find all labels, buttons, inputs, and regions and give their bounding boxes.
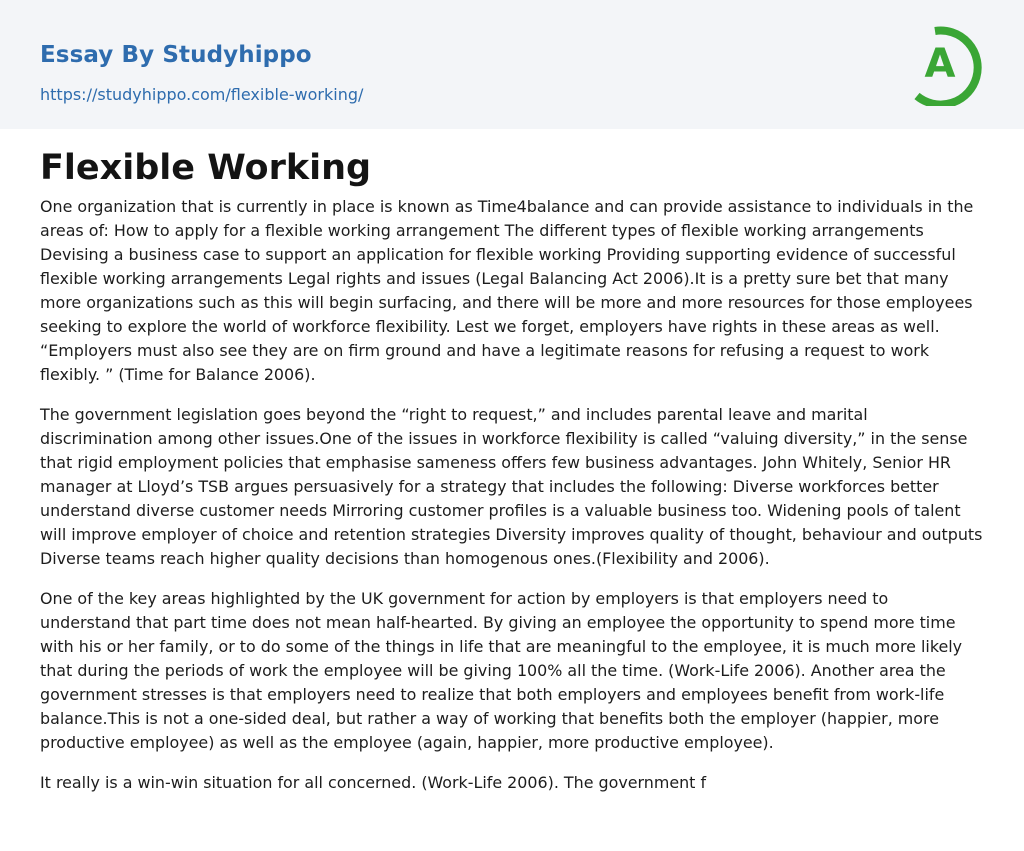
- article-body: [40, 146, 984, 811]
- site-header: [0, 0, 1024, 129]
- article-url-link[interactable]: https://studyhippo.com/flexible-working/: [40, 85, 364, 104]
- article-paragraph: The government legislation goes beyond the “right to request,” and includes parental leave and marital discrimination among other issues.One of the issues in workforce flexibility is called “valuing diversity,” in the sense that rigid employment policies that emphasise sameness offers few business advantages. John Whitely, Senior HR manager at Lloyd’s TSB argues persuasively for a strategy that includes the following: Diverse workforces better understand diverse customer needs Mirroring customer profiles is a valuable business too. Widening pools of talent will improve employer of choice and retention strategies Diversity improves quality of thought, behaviour and outputs Diverse teams reach higher quality decisions than homogenous ones.(Flexibility and 2006).: [40, 405, 983, 568]
- site-brand[interactable]: Essay By Studyhippo: [40, 42, 312, 68]
- logo-letter: A: [924, 41, 956, 87]
- article-paragraph: One organization that is currently in place is known as Time4balance and can provide assistance to individuals in the areas of: How to apply for a flexible working arrangement The different types of flexible working arrangements Devising a business case to support an application for flexible working Providing supporting evidence of successful flexible working arrangements Legal rights and issues (Legal Balancing Act 2006).It is a pretty sure bet that many more organizations such as this will begin surfacing, and there will be more and more resources for those employees seeking to explore the world of workforce flexibility. Lest we forget, employers have rights in these areas as well. “Employers must also see they are on firm ground and have a legitimate reasons for refusing a request to work flexibly. ” (Time for Balance 2006).: [40, 197, 974, 384]
- article-paragraph: It really is a win-win situation for all concerned. (Work-Life 2006). The government f: [40, 773, 707, 792]
- studyhippo-logo-icon[interactable]: [910, 18, 988, 106]
- article-paragraph: One of the key areas highlighted by the UK government for action by employers is that employers need to understand that part time does not mean half-hearted. By giving an employee the opportunity to spend more time with his or her family, or to do some of the things in life that are meaningful to the employee, it is much more likely that during the periods of work the employee will be giving 100% all the time. (Work-Life 2006). Another area the government stresses is that employers need to realize that both employers and employees benefit from work-life balance.This is not a one-sided deal, but rather a way of working that benefits both the employer (happier, more productive employee) as well as the employee (again, happier, more productive employee).: [40, 589, 963, 752]
- article-title: Flexible Working: [40, 148, 372, 188]
